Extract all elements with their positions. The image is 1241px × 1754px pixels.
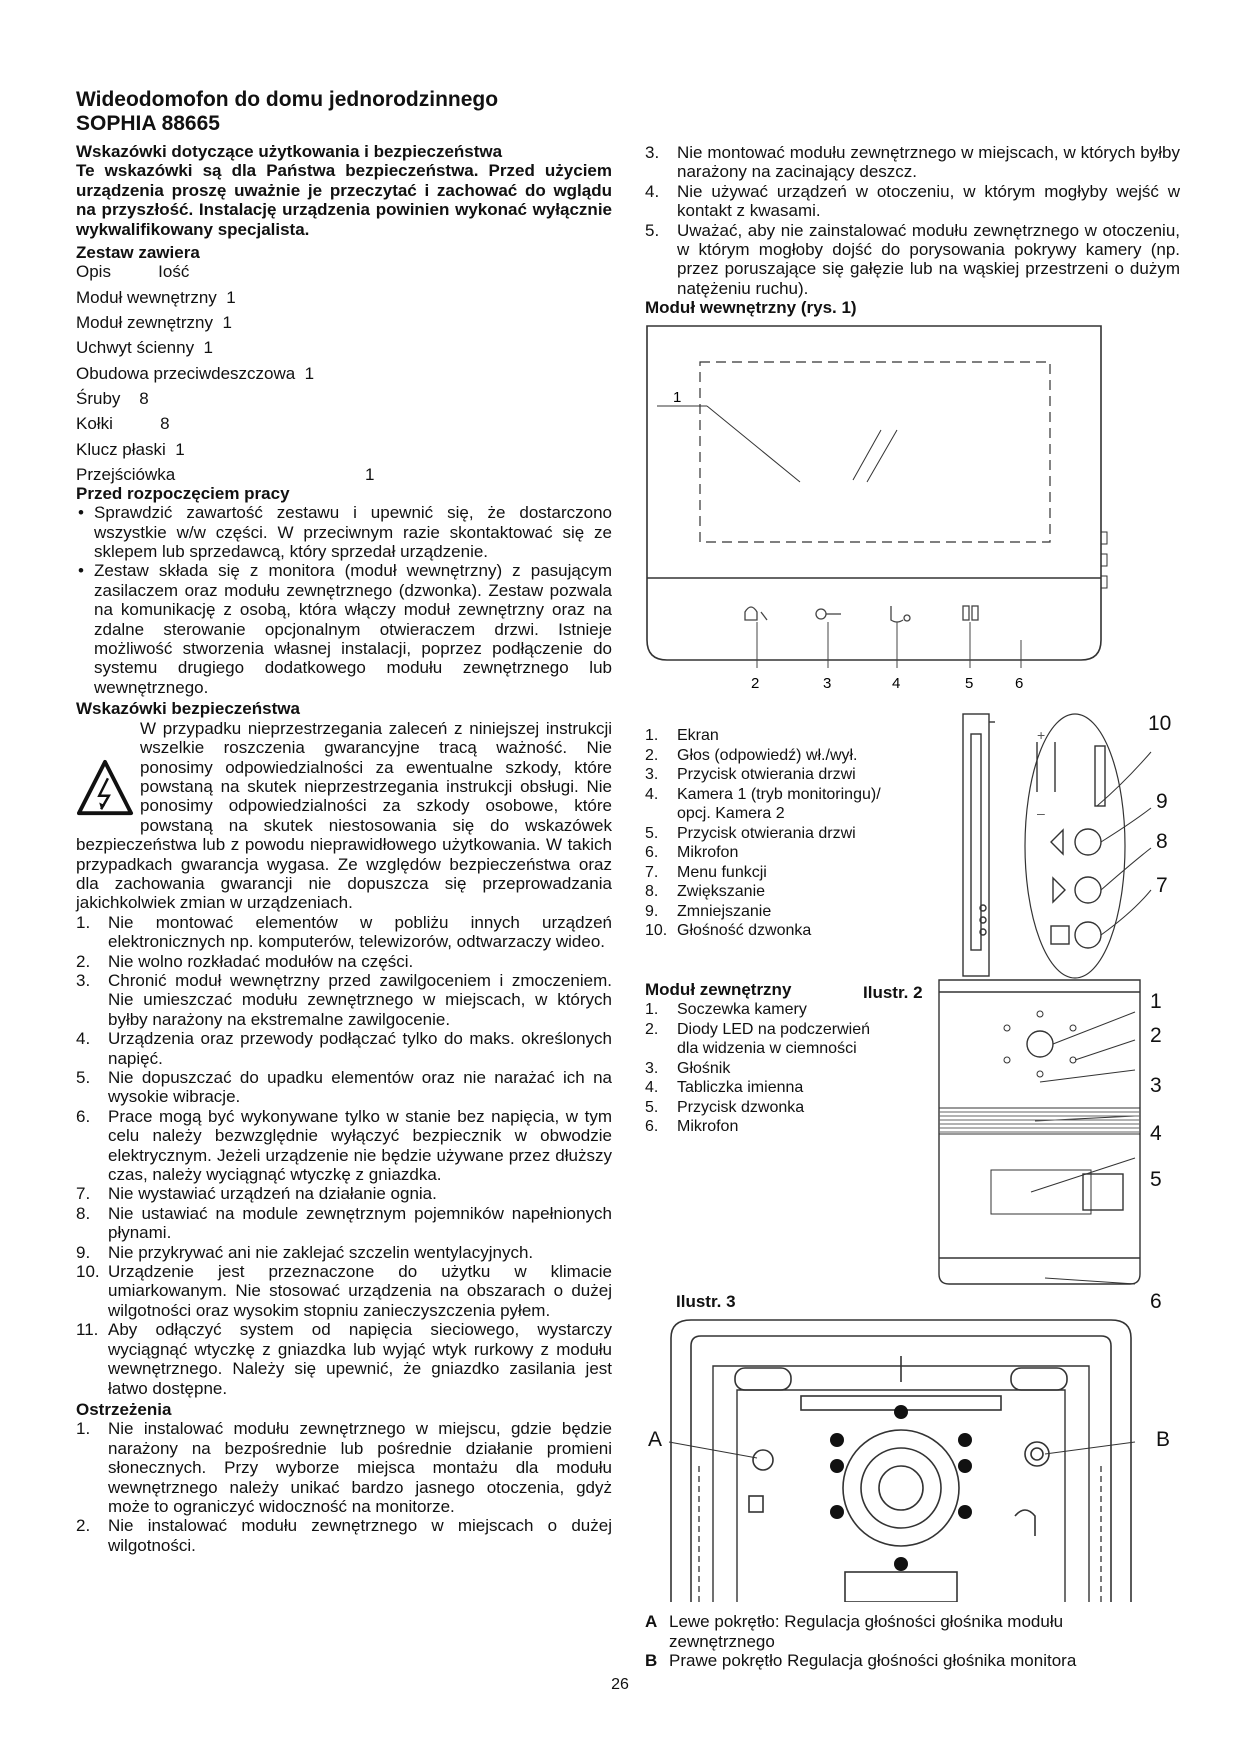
inner-module-legend: [645, 726, 945, 941]
legend-row: [645, 882, 945, 902]
legend-text: Głos (odpowiedź) wł./wył.: [677, 746, 858, 764]
callout-1: 1: [673, 389, 682, 406]
list-number: 5.: [645, 220, 660, 240]
legend-number: 2.: [645, 1020, 659, 1038]
list-number: 2.: [76, 951, 91, 971]
legend-number: 6.: [645, 844, 659, 861]
right-column: [645, 143, 1180, 318]
knob-legend: [645, 1612, 1145, 1671]
legend-number: 8.: [645, 883, 659, 900]
list-item: [645, 143, 1180, 182]
legend-text: Głośnik: [677, 1059, 731, 1077]
list-text: Nie ustawiać na module zewnętrznym pojemników napełnionych płynami.: [108, 1203, 612, 1243]
legend-text: Menu funkcji: [677, 863, 767, 881]
kit-item: Moduł zewnętrzny 1: [76, 313, 232, 333]
legend-row: [645, 1000, 945, 1020]
kit-item: Kołki 8: [76, 414, 170, 434]
list-number: 1.: [76, 1419, 91, 1439]
list-item: • Sprawdzić zawartość zestawu i upewnić się, że dostarczono wszystkie w/w części. W przeciwnym razie skontaktować się ze sklepem lub sprzedawcą, który sprzedał urządzenie.: [76, 503, 612, 561]
list-item: [76, 1516, 612, 1555]
knob-b-text: Prawe pokrętło Regulacja głośności głośnika monitora: [669, 1651, 1077, 1670]
outer-callout-6: 6: [1150, 1290, 1162, 1313]
page-number: 26: [611, 1676, 629, 1693]
legend-row: [645, 1078, 945, 1098]
legend-number: 4.: [645, 785, 659, 803]
kit-item: Klucz płaski 1: [76, 439, 185, 459]
list-item: [645, 221, 1180, 299]
list-text: Nie montować elementów w pobliżu innych urządzeń elektronicznych np. komputerów, telewizorów, odtwarzaczy wideo.: [108, 912, 612, 952]
legend-number: 1.: [645, 727, 659, 744]
legend-number: 7.: [645, 863, 659, 881]
legend-text: opcj. Kamera 2: [677, 805, 785, 822]
list-item: [76, 1107, 612, 1185]
minus-icon: –: [1037, 805, 1045, 821]
legend-number: 3.: [645, 766, 659, 783]
legend-number: 3.: [645, 1059, 659, 1077]
list-number: 1.: [76, 912, 91, 932]
legend-number: 5.: [645, 824, 659, 842]
list-item: [76, 1243, 612, 1262]
legend-text: Przycisk dzwonka: [677, 1098, 805, 1116]
list-number: 4.: [645, 181, 660, 201]
list-number: 7.: [76, 1184, 91, 1204]
kit-item-qty: 1: [365, 464, 375, 484]
legend-text: dla widzenia w ciemności: [677, 1040, 857, 1057]
list-text: Prace mogą być wykonywane tylko w stanie bez napięcia, w tym celu należy bezwzględnie wyłączyć bezpiecznik w obwodzie elektrycznym. Jeżeli urządzenie nie będzie używane przez dłuższy czas, należy wyciągnąć wtyczkę z gniazdka.: [108, 1106, 612, 1185]
inner-module-figure: [645, 322, 1115, 692]
legend-row: [645, 824, 945, 844]
legend-text: Zwiększanie: [677, 883, 766, 900]
plus-icon: +: [1037, 727, 1046, 743]
list-text: Nie instalować modułu zewnętrznego w miejscach o dużej wilgotności.: [108, 1516, 612, 1555]
list-item: [76, 1320, 612, 1398]
list-item: [76, 1029, 612, 1068]
legend-row: [645, 921, 945, 941]
list-text: Nie przykrywać ani nie zaklejać szczelin wentylacyjnych.: [108, 1242, 534, 1262]
left-column: [76, 88, 612, 1555]
legend-number: 4.: [645, 1079, 659, 1096]
legend-row: [645, 1117, 945, 1137]
illus3-label: Ilustr. 3: [676, 1292, 736, 1311]
list-text: Aby odłączyć system od napięcia sieciowego, wystarczy wyciągnąć wtyczkę z gniazdka lub wyjąć wtyk rurkowy z modułu wewnętrznego. Należy się upewnić, że gniazdko zasilania jest łatwo dostępne.: [108, 1320, 612, 1398]
list-text: Nie wolno rozkładać modułów na części.: [108, 951, 414, 971]
list-text: Nie montować modułu zewnętrznego w miejscach, w których byłby narażony na zacinający deszcz.: [677, 143, 1180, 182]
kit-item: Moduł wewnętrzny 1: [76, 287, 236, 307]
callout-8: 8: [1156, 830, 1168, 853]
legend-row: [645, 746, 945, 766]
list-text: Chronić moduł wewnętrzny przed zawilgoceniem i zmoczeniem. Nie umieszczać modułu zewnętrznego w miejscach, w których byłby narażony na ekstremalne zawilgocenie.: [108, 970, 612, 1029]
legend-number: 2.: [645, 746, 659, 764]
outer-callout-1: 1: [1150, 990, 1162, 1013]
safety-intro-block: [76, 719, 612, 913]
kit-list: [76, 262, 612, 483]
callout-10: 10: [1148, 712, 1172, 735]
callout-2: 2: [751, 675, 760, 692]
kit-header: Opis Iość: [76, 262, 190, 282]
knob-b-key: B: [645, 1651, 658, 1670]
legend-row: [645, 1098, 945, 1118]
list-number: 9.: [76, 1242, 91, 1262]
callout-4: 4: [892, 675, 901, 692]
legend-row: [645, 765, 945, 785]
kit-item: Uchwyt ścienny 1: [76, 338, 213, 358]
list-item: [76, 1184, 612, 1203]
legend-row: [645, 1039, 945, 1059]
list-number: 3.: [76, 970, 91, 990]
list-number: 2.: [76, 1516, 91, 1536]
usage-text: Te wskazówki są dla Państwa bezpieczeństwa. Przed użyciem urządzenia proszę uważnie je przeczytać i zachować do wglądu na przyszłość. Instalację urządzenia powinien wykonać wyłącznie wykwalifikowany specjalista.: [76, 161, 612, 239]
callout-6: 6: [1015, 675, 1024, 692]
outer-module-legend: [645, 1000, 945, 1137]
knob-b-callout: B: [1156, 1428, 1171, 1451]
safety-heading: Wskazówki bezpieczeństwa: [76, 699, 300, 719]
knob-a-text: Lewe pokrętło: Regulacja głośności głośnika modułu zewnętrznego: [669, 1612, 1064, 1651]
outer-module-figure: [935, 978, 1150, 1290]
legend-text: Przycisk otwierania drzwi: [677, 766, 856, 783]
kit-item: Obudowa przeciwdeszczowa 1: [76, 363, 315, 383]
list-number: 3.: [645, 143, 660, 162]
list-item: [76, 952, 612, 971]
list-item: [76, 1419, 612, 1516]
callout-3: 3: [823, 675, 832, 692]
inner-module-heading: Moduł wewnętrzny (rys. 1): [645, 298, 857, 318]
knob-b-row: [645, 1651, 1145, 1671]
list-text: Urządzenia oraz przewody podłączać tylko do maks. określonych napięć.: [108, 1029, 612, 1068]
kit-item: Przejściówka 1: [76, 464, 375, 484]
legend-number: 9.: [645, 902, 659, 920]
outer-callout-4: 4: [1150, 1122, 1162, 1145]
safety-intro: W przypadku nieprzestrzegania zaleceń z niniejszej instrukcji wszelkie roszczenia gwarancyjne tracą ważność. Nie ponosimy odpowiedzialności za ewentualne szkody, które powstaną na skutek nieprzestrzegania instrukcji obsługi. Nie ponosimy odpowiedzialności za szkody osobowe, które powstaną na skutek niestosowania się do wskazówek bezpieczeństwa lub z powodu nieprawidłowego użytkowania. W takich przypadkach gwarancja wygasa. Ze względów bezpieczeństwa oraz dla zachowania gwarancji nie dopuszcza się przeprowadzania jakichkolwiek zmian w urządzeniach.: [76, 718, 612, 913]
list-number: 10.: [76, 1262, 100, 1282]
list-item: [76, 913, 612, 952]
legend-text: Zmniejszanie: [677, 902, 772, 920]
warning-triangle-icon: [76, 759, 134, 817]
outer-module-back-figure: [665, 1316, 1145, 1602]
legend-number: 10.: [645, 922, 668, 939]
model-name: SOPHIA 88665: [76, 112, 220, 135]
legend-row: [645, 726, 945, 746]
list-item: • Zestaw składa się z monitora (moduł wewnętrzny) z pasującym zasilaczem oraz modułu zewnętrznego (dzwonka). Zestaw pozwala na komunikację z osobą, która włączy moduł zewnętrzny oraz na zdalne sterowanie opcjonalnym otwieraczem drzwi. Istnieje możliwość stworzenia własnej instalacji, poprzez podłączenie do systemu drugiego dodatkowego modułu zewnętrznego lub wewnętrznego.: [76, 561, 612, 697]
legend-text: Tabliczka imienna: [677, 1079, 804, 1096]
callout-9: 9: [1156, 790, 1168, 813]
list-item: [645, 182, 1180, 221]
legend-text: Mikrofon: [677, 1118, 739, 1135]
legend-text: Głośność dzwonka: [677, 922, 812, 939]
page-title: Wideodomofon do domu jednorodzinnego SOPHIA 88665: [76, 88, 499, 135]
legend-number: 1.: [645, 1001, 659, 1018]
legend-row: [645, 902, 945, 922]
legend-row: [645, 863, 945, 883]
legend-row: [645, 1059, 945, 1079]
legend-text: Diody LED na podczerwień: [677, 1020, 870, 1038]
warnings-heading: Ostrzeżenia: [76, 1399, 172, 1419]
list-number: 11.: [76, 1320, 99, 1340]
illus2-label: Ilustr. 2: [863, 983, 923, 1002]
legend-text: Kamera 1 (tryb monitoringu)/: [677, 785, 881, 803]
safety-list: [76, 913, 612, 1398]
legend-row: [645, 785, 945, 805]
kit-item: Śruby 8: [76, 388, 149, 408]
legend-text: Mikrofon: [677, 844, 739, 861]
knob-a-callout: A: [648, 1428, 663, 1451]
list-item: [76, 971, 612, 1029]
list-text: Uważać, aby nie zainstalować modułu zewnętrznego w otoczeniu, w którym mogłoby dojść do porysowania pokrywy kamery (np. przez poruszające się gałęzie lub na wąskiej przestrzeni o dużym natężeniu ruchu).: [677, 220, 1180, 298]
list-number: 6.: [76, 1106, 91, 1126]
legend-text: Przycisk otwierania drzwi: [677, 824, 856, 842]
outer-callout-2: 2: [1150, 1024, 1162, 1047]
warnings-list: [76, 1419, 612, 1555]
list-text: Nie wystawiać urządzeń na działanie ognia.: [108, 1184, 437, 1204]
knob-a-key: A: [645, 1612, 658, 1631]
list-item: [76, 1068, 612, 1107]
before-list: [76, 503, 612, 697]
callout-5: 5: [965, 675, 974, 692]
outer-callout-5: 5: [1150, 1168, 1162, 1191]
list-number: 8.: [76, 1203, 91, 1223]
before-heading: Przed rozpoczęciem pracy: [76, 483, 290, 503]
list-text: Nie instalować modułu zewnętrznego w miejscu, gdzie będzie narażony na bezpośrednie lub pośrednie działanie promieni słonecznych. Przy wyborze miejsca montażu dla modułu wewnętrznego należy unikać bardzo jasnego otoczenia, gdyż może to ograniczyć widoczność na monitorze.: [108, 1419, 612, 1516]
list-text: Nie używać urządzeń w otoczeniu, w którym mogłyby wejść w kontakt z kwasami.: [677, 181, 1180, 221]
inner-module-side-figure: [955, 712, 1175, 980]
list-text: Urządzenie jest przeznaczone do użytku w klimacie umiarkowanym. Nie stosować urządzenia na obszarach o dużej wilgotności oraz wysokim stopniu zanieczyszczenia pyłem.: [108, 1262, 612, 1320]
list-number: 4.: [76, 1029, 91, 1049]
outer-module-heading: Moduł zewnętrzny: [645, 980, 792, 999]
outer-callout-3: 3: [1150, 1074, 1162, 1097]
kit-heading: Zestaw zawiera: [76, 243, 200, 263]
legend-text: Soczewka kamery: [677, 1001, 807, 1018]
legend-number: 6.: [645, 1118, 659, 1135]
knob-a-row: [645, 1612, 1145, 1651]
legend-text: Ekran: [677, 727, 719, 744]
warnings-list-continued: [645, 143, 1180, 298]
list-text: Nie dopuszczać do upadku elementów oraz nie narażać ich na wysokie wibracje.: [108, 1068, 612, 1107]
legend-number: 5.: [645, 1098, 659, 1116]
callout-7: 7: [1156, 874, 1168, 897]
list-number: 5.: [76, 1068, 91, 1087]
list-item: [76, 1204, 612, 1243]
usage-heading: Wskazówki dotyczące użytkowania i bezpieczeństwa: [76, 142, 503, 161]
legend-row: [645, 843, 945, 863]
legend-row: [645, 804, 945, 824]
list-item: [76, 1262, 612, 1320]
legend-row: [645, 1020, 945, 1040]
